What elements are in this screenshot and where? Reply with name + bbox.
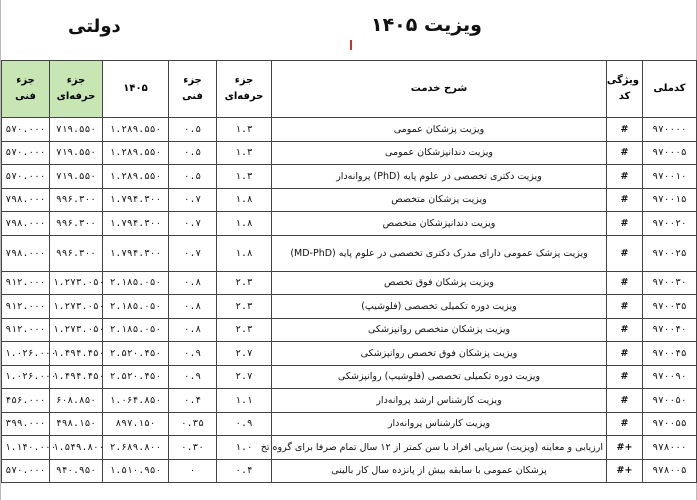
cell-technical-factor: ۰.۸	[169, 295, 217, 319]
cell-professional-amount: ۷۱۹.۵۵۰	[50, 165, 103, 189]
cell-technical-amount: ۹۱۲.۰۰۰	[2, 318, 50, 342]
cell-professional-amount: ۹۴۰.۹۵۰	[50, 459, 103, 483]
cell-feature: #	[607, 165, 643, 189]
header-feature: ویژگی کد	[607, 61, 643, 118]
cell-feature: #	[607, 141, 643, 165]
cell-feature: #	[607, 389, 643, 413]
cell-code: ۹۷۰۰۳۰	[643, 271, 697, 295]
header-technical-amount: جزء فنی	[2, 61, 50, 118]
table-row	[2, 412, 697, 436]
cell-technical-amount: ۷۹۸.۰۰۰	[2, 188, 50, 212]
table-row	[2, 436, 697, 460]
cell-description: ویزیت دوره تکمیلی تخصصی (فلوشیپ)	[272, 295, 607, 319]
cell-feature: #	[607, 118, 643, 142]
table-row	[2, 389, 697, 413]
cell-professional-amount: ۷۱۹.۵۵۰	[50, 118, 103, 142]
cell-professional-amount: ۷۱۹.۵۵۰	[50, 141, 103, 165]
cell-professional-amount: ۱.۴۹۴.۴۵۰	[50, 342, 103, 366]
cell-code: ۹۷۰۰۴۰	[643, 318, 697, 342]
cell-professional-amount: ۹۹۶.۳۰۰	[50, 212, 103, 236]
cell-technical-factor: ۰.۵	[169, 118, 217, 142]
header-technical: جزء فنی	[169, 61, 217, 118]
cell-feature: #	[607, 235, 643, 271]
cell-professional-amount: ۱.۲۷۳.۰۵۰	[50, 295, 103, 319]
cell-technical-amount: ۹۱۲.۰۰۰	[2, 295, 50, 319]
cell-professional-factor: ۱.۸	[217, 188, 272, 212]
cell-technical-factor: ۰.۷	[169, 188, 217, 212]
cell-code: ۹۷۰۰۲۵	[643, 235, 697, 271]
table-row	[2, 365, 697, 389]
cell-description: ویزیت دوره تکمیلی تخصصی (فلوشیپ) روانپزشکی	[272, 365, 607, 389]
cell-technical-amount: ۱.۰۲۶.۰۰۰	[2, 342, 50, 366]
cell-total: ۸۹۷.۱۵۰	[103, 412, 169, 436]
cell-code: ۹۷۰۰۴۵	[643, 342, 697, 366]
cell-total: ۱.۲۸۹.۵۵۰	[103, 165, 169, 189]
cell-technical-factor: ۰.۸	[169, 271, 217, 295]
cell-feature: #	[607, 318, 643, 342]
cell-professional-factor: ۲.۷	[217, 365, 272, 389]
cell-professional-amount: ۹۹۶.۳۰۰	[50, 188, 103, 212]
cell-feature: #	[607, 188, 643, 212]
cell-total: ۱.۷۹۴.۳۰۰	[103, 188, 169, 212]
tariff-table	[1, 60, 697, 483]
cell-professional-factor: ۲.۳	[217, 295, 272, 319]
cell-description: ویزیت پزشکان متخصص روانپزشکی	[272, 318, 607, 342]
red-marker	[350, 40, 352, 50]
cell-total: ۱.۲۸۹.۵۵۰	[103, 141, 169, 165]
cell-professional-amount: ۶۰۸.۸۵۰	[50, 389, 103, 413]
cell-professional-amount: ۹۹۶.۳۰۰	[50, 235, 103, 271]
cell-total: ۲.۱۸۵.۰۵۰	[103, 318, 169, 342]
cell-professional-factor: ۲.۷	[217, 342, 272, 366]
cell-description: ارزیابی و معاینه (ویزیت) سرپایی افراد با سن کمتر از ۱۲ سال تمام صرفا برای گروه تخ	[272, 436, 607, 460]
cell-description: ویزیت پزشک عمومی دارای مدرک دکتری تخصصی در علوم پایه (MD-PhD)	[272, 235, 607, 271]
table-row	[2, 165, 697, 189]
cell-code: ۹۷۰۰۰۰	[643, 118, 697, 142]
table-row	[2, 342, 697, 366]
cell-technical-factor: ۰.۷	[169, 235, 217, 271]
cell-code: ۹۷۰۰۳۵	[643, 295, 697, 319]
page-header	[0, 0, 697, 60]
cell-technical-amount: ۵۷۰.۰۰۰	[2, 165, 50, 189]
cell-technical-factor: ۰.۳۰	[169, 436, 217, 460]
cell-technical-factor: ۰.۵	[169, 165, 217, 189]
table-row	[2, 188, 697, 212]
table-row	[2, 318, 697, 342]
cell-code: ۹۷۰۰۰۵	[643, 141, 697, 165]
cell-description: ویزیت دندانپزشکان عمومی	[272, 141, 607, 165]
header-professional-amount: جزء حرفه‌ای	[50, 61, 103, 118]
cell-technical-amount: ۴۵۶.۰۰۰	[2, 389, 50, 413]
header-description: شرح خدمت	[272, 61, 607, 118]
table-row	[2, 212, 697, 236]
cell-professional-factor: ۱.۳	[217, 165, 272, 189]
cell-technical-amount: ۱.۰۲۶.۰۰۰	[2, 365, 50, 389]
cell-code: ۹۷۰۰۲۰	[643, 212, 697, 236]
cell-code: ۹۷۰۰۱۰	[643, 165, 697, 189]
cell-technical-factor: ۰.۹	[169, 365, 217, 389]
cell-professional-factor: ۱.۳	[217, 141, 272, 165]
cell-professional-factor: ۱.۰	[217, 436, 272, 460]
table-row	[2, 271, 697, 295]
table-row	[2, 118, 697, 142]
cell-professional-factor: ۱.۳	[217, 118, 272, 142]
cell-feature: #	[607, 365, 643, 389]
cell-total: ۱.۰۶۴.۸۵۰	[103, 389, 169, 413]
cell-professional-factor: ۰.۹	[217, 412, 272, 436]
cell-professional-factor: ۱.۸	[217, 235, 272, 271]
cell-feature: #	[607, 271, 643, 295]
cell-technical-factor: ۰.۹	[169, 342, 217, 366]
cell-code: ۹۷۰۰۱۵	[643, 188, 697, 212]
cell-description: ویزیت پزشکان عمومی	[272, 118, 607, 142]
table-header-row	[2, 61, 697, 118]
table-row	[2, 295, 697, 319]
cell-total: ۱.۷۹۴.۳۰۰	[103, 235, 169, 271]
cell-total: ۲.۵۲۰.۴۵۰	[103, 365, 169, 389]
cell-professional-factor: ۲.۳	[217, 318, 272, 342]
cell-professional-amount: ۱.۲۷۳.۰۵۰	[50, 318, 103, 342]
cell-technical-amount: ۵۷۰.۰۰۰	[2, 118, 50, 142]
cell-description: ویزیت کارشناس پروانه‌دار	[272, 412, 607, 436]
cell-description: ویزیت پزشکان فوق تخصص روانپزشکی	[272, 342, 607, 366]
cell-technical-factor: ۰.۷	[169, 212, 217, 236]
cell-feature: #	[607, 342, 643, 366]
cell-technical-amount: ۱.۱۴۰.۰۰۰	[2, 436, 50, 460]
table-row	[2, 235, 697, 271]
cell-description: ویزیت پزشکان فوق تخصص	[272, 271, 607, 295]
header-code: کدملی	[643, 61, 697, 118]
cell-code: ۹۷۰۰۵۵	[643, 412, 697, 436]
cell-professional-amount: ۱.۴۹۴.۴۵۰	[50, 365, 103, 389]
cell-professional-factor: ۱.۸	[217, 212, 272, 236]
header-year: ۱۴۰۵	[103, 61, 169, 118]
cell-feature: +#	[607, 436, 643, 460]
cell-technical-factor: ۰.۳۵	[169, 412, 217, 436]
cell-total: ۱.۷۹۴.۳۰۰	[103, 212, 169, 236]
cell-description: پزشکان عمومی با سابقه بیش از پانزده سال کار بالینی	[272, 459, 607, 483]
cell-feature: #	[607, 212, 643, 236]
table-row	[2, 141, 697, 165]
cell-technical-amount: ۳۹۹.۰۰۰	[2, 412, 50, 436]
cell-total: ۱.۲۸۹.۵۵۰	[103, 118, 169, 142]
cell-professional-amount: ۱.۲۷۳.۰۵۰	[50, 271, 103, 295]
cell-technical-amount: ۷۹۸.۰۰۰	[2, 212, 50, 236]
cell-technical-amount: ۵۷۰.۰۰۰	[2, 459, 50, 483]
cell-total: ۲.۶۸۹.۸۰۰	[103, 436, 169, 460]
cell-professional-factor: ۰.۴	[217, 459, 272, 483]
header-professional: جزء حرفه‌ای	[217, 61, 272, 118]
cell-description: ویزیت دندانپزشکان متخصص	[272, 212, 607, 236]
cell-professional-amount: ۱.۵۴۹.۸۰۰	[50, 436, 103, 460]
cell-technical-factor: ۰.۸	[169, 318, 217, 342]
cell-professional-amount: ۴۹۸.۱۵۰	[50, 412, 103, 436]
sector-label: دولتی	[68, 16, 121, 37]
cell-total: ۲.۱۸۵.۰۵۰	[103, 295, 169, 319]
cell-description: ویزیت کارشناس ارشد پروانه‌دار	[272, 389, 607, 413]
cell-technical-amount: ۹۱۲.۰۰۰	[2, 271, 50, 295]
cell-code: ۹۷۰۰۵۰	[643, 389, 697, 413]
cell-technical-amount: ۷۹۸.۰۰۰	[2, 235, 50, 271]
cell-code: ۹۷۸۰۰۵	[643, 459, 697, 483]
cell-total: ۲.۵۲۰.۴۵۰	[103, 342, 169, 366]
cell-code: ۹۷۰۰۹۰	[643, 365, 697, 389]
cell-technical-factor: ۰.۴	[169, 389, 217, 413]
page-title: ویزیت ۱۴۰۵	[370, 14, 482, 36]
cell-total: ۱.۵۱۰.۹۵۰	[103, 459, 169, 483]
cell-technical-factor: ۰.۵	[169, 141, 217, 165]
table-row	[2, 459, 697, 483]
cell-feature: #	[607, 295, 643, 319]
cell-technical-amount: ۵۷۰.۰۰۰	[2, 141, 50, 165]
cell-code: ۹۷۸۰۰۰	[643, 436, 697, 460]
cell-description: ویزیت دکتری تخصصی در علوم پایه (PhD) پروانه‌دار	[272, 165, 607, 189]
cell-technical-factor: ۰	[169, 459, 217, 483]
cell-professional-factor: ۱.۱	[217, 389, 272, 413]
cell-description: ویزیت پزشکان متخصص	[272, 188, 607, 212]
cell-total: ۲.۱۸۵.۰۵۰	[103, 271, 169, 295]
cell-professional-factor: ۲.۳	[217, 271, 272, 295]
cell-feature: +#	[607, 459, 643, 483]
cell-feature: #	[607, 412, 643, 436]
